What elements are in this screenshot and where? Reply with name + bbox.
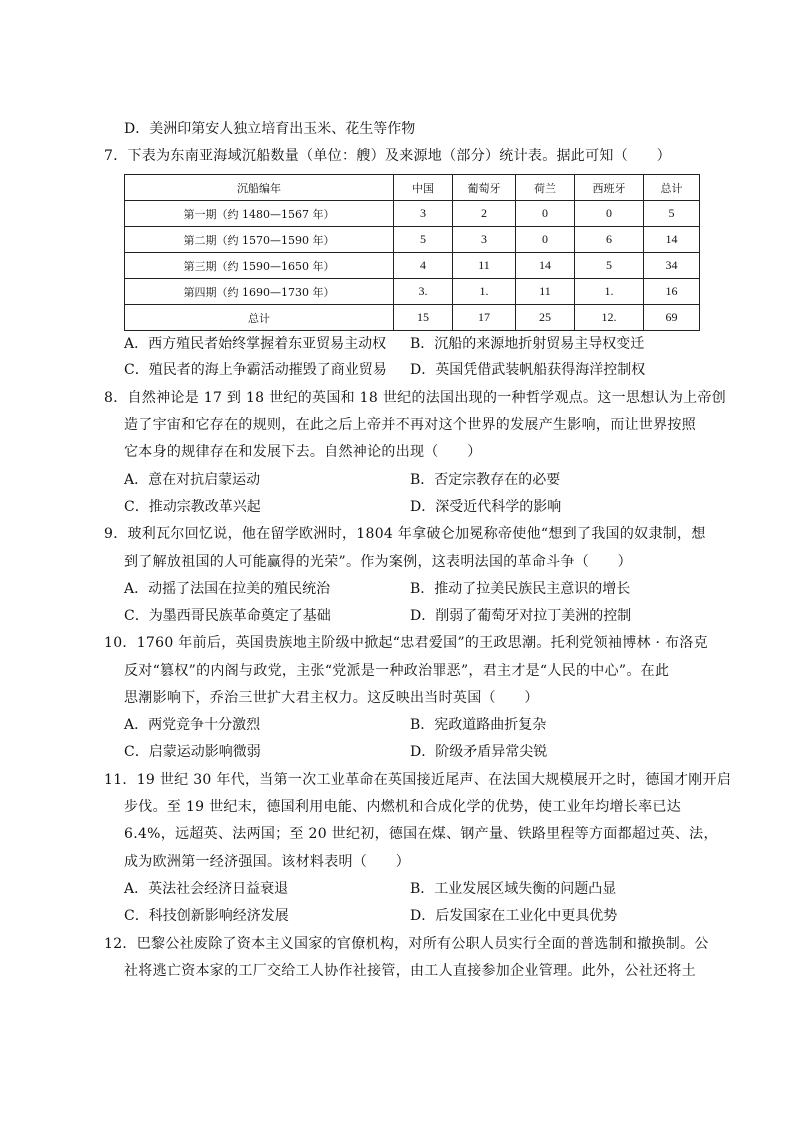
table-cell: 3. <box>394 279 453 305</box>
table-cell: 第四期（约 1690—1730 年） <box>125 279 394 305</box>
q12-stem-line-2: 社将逃亡资本家的工厂交给工人协作社接管，由工人直接参加企业管理。此外，公社还将土 <box>124 963 696 979</box>
table-cell: 25 <box>516 305 575 331</box>
q9-option-b: B．推动了拉美民族民主意识的增长 <box>410 581 631 597</box>
q12-stem-line-1: 12．巴黎公社废除了资本主义国家的官僚机构，对所有公职人员实行全面的普选制和撤换制。公 <box>104 936 709 952</box>
table-cell: 4 <box>394 253 453 279</box>
table-cell: 3 <box>453 227 516 253</box>
q7-option-b: B．沉船的来源地折射贸易主导权变迁 <box>410 336 645 352</box>
table-cell: 14 <box>516 253 575 279</box>
q9-option-d: D．削弱了葡萄牙对拉丁美洲的控制 <box>410 608 632 624</box>
table-cell: 12. <box>575 305 644 331</box>
table-cell: 11 <box>516 279 575 305</box>
q7-option-c: C．殖民者的海上争霸活动摧毁了商业贸易 <box>124 362 387 378</box>
table-cell: 69 <box>644 305 700 331</box>
q7-option-d: D．英国凭借武装帆船获得海洋控制权 <box>410 362 646 378</box>
table-cell: 3 <box>394 201 453 227</box>
table-cell: 16 <box>644 279 700 305</box>
q8-option-b: B．否定宗教存在的必要 <box>410 472 561 488</box>
table-cell: 1. <box>453 279 516 305</box>
table-header-cell: 西班牙 <box>575 175 644 201</box>
table-cell: 2 <box>453 201 516 227</box>
table-cell: 15 <box>394 305 453 331</box>
table-row <box>125 227 700 253</box>
table-cell: 34 <box>644 253 700 279</box>
q8-option-a: A．意在对抗启蒙运动 <box>124 472 261 488</box>
table-row <box>125 253 700 279</box>
table-header-cell: 荷兰 <box>516 175 575 201</box>
table-cell: 第三期（约 1590—1650 年） <box>125 253 394 279</box>
q10-stem-line-2: 反对“篡权”的内阁与政党，主张“党派是一种政治罪恶”，君主才是“人民的中心”。在此 <box>124 663 670 679</box>
q9-stem-line-1: 9．玻利瓦尔回忆说，他在留学欧洲时，1804 年拿破仑加冕称帝使他“想到了我国的奴隶制，想 <box>104 526 706 542</box>
table-cell: 0 <box>575 201 644 227</box>
table-header-cell: 中国 <box>394 175 453 201</box>
table-header-cell: 沉船编年 <box>125 175 394 201</box>
table-cell: 5 <box>575 253 644 279</box>
q11-option-c: C．科技创新影响经济发展 <box>124 908 289 924</box>
q9-option-a: A．动摇了法国在拉美的殖民统治 <box>124 581 331 597</box>
q7-stem: 7．下表为东南亚海域沉船数量（单位：艘）及来源地（部分）统计表。据此可知（ ） <box>104 148 671 164</box>
table-cell: 第一期（约 1480—1567 年） <box>125 201 394 227</box>
table-row <box>125 279 700 305</box>
q8-stem-line-1: 8．自然神论是 17 到 18 世纪的英国和 18 世纪的法国出现的一种哲学观点。这一思想认为上帝创 <box>104 390 727 406</box>
table-cell: 5 <box>644 201 700 227</box>
q10-option-a: A．两党竞争十分激烈 <box>124 717 261 733</box>
q11-option-b: B．工业发展区域失衡的问题凸显 <box>410 881 617 897</box>
table-cell: 17 <box>453 305 516 331</box>
q11-stem-line-2: 步伐。至 19 世纪末，德国利用电能、内燃机和合成化学的优势，使工业年均增长率已达 <box>124 799 682 815</box>
table-cell: 第二期（约 1570—1590 年） <box>125 227 394 253</box>
table-row <box>125 201 700 227</box>
table-header-cell: 葡萄牙 <box>453 175 516 201</box>
q10-option-d: D．阶级矛盾异常尖锐 <box>410 744 548 760</box>
q11-option-a: A．英法社会经济日益衰退 <box>124 881 289 897</box>
q10-option-b: B．宪政道路曲折复杂 <box>410 717 547 733</box>
q10-stem-line-3: 思潮影响下，乔治三世扩大君主权力。这反映出当时英国（ ） <box>124 690 539 706</box>
q10-stem-line-1: 10．1760 年前后，英国贵族地主阶级中掀起“忠君爱国”的王政思潮。托利党领袖博林 · 布洛克 <box>104 635 708 651</box>
q11-stem-line-4: 成为欧洲第一经济强国。该材料表明（ ） <box>124 854 410 870</box>
table-cell: 0 <box>516 201 575 227</box>
table-cell: 11 <box>453 253 516 279</box>
q8-option-c: C．推动宗教改革兴起 <box>124 499 261 515</box>
q11-stem-line-1: 11．19 世纪 30 年代，当第一次工业革命在英国接近尾声、在法国大规模展开之时，德国才刚开启 <box>104 772 732 788</box>
table-total-row <box>125 305 700 331</box>
table-header-cell: 总计 <box>644 175 700 201</box>
q6-option-d: D．美洲印第安人独立培育出玉米、花生等作物 <box>124 121 416 137</box>
q8-stem-line-3: 它本身的规律存在和发展下去。自然神论的出现（ ） <box>124 444 482 460</box>
q11-stem-line-3: 6.4%，远超英、法两国；至 20 世纪初，德国在煤、钢产量、铁路里程等方面都超过英、法， <box>124 826 718 842</box>
table-cell: 6 <box>575 227 644 253</box>
q8-stem-line-2: 造了宇宙和它存在的规则，在此之后上帝并不再对这个世界的发展产生影响，而让世界按照 <box>124 417 696 433</box>
shipwreck-table <box>124 174 700 331</box>
q9-stem-line-2: 到了解放祖国的人可能赢得的光荣”。作为案例，这表明法国的革命斗争（ ） <box>124 554 632 570</box>
q11-option-d: D．后发国家在工业化中更具优势 <box>410 908 618 924</box>
q9-option-c: C．为墨西哥民族革命奠定了基础 <box>124 608 331 624</box>
table-cell: 总计 <box>125 305 394 331</box>
table-cell: 5 <box>394 227 453 253</box>
table-header-row <box>125 175 700 201</box>
q8-option-d: D．深受近代科学的影响 <box>410 499 562 515</box>
q10-option-c: C．启蒙运动影响微弱 <box>124 744 261 760</box>
table-cell: 0 <box>516 227 575 253</box>
table-cell: 1. <box>575 279 644 305</box>
table-cell: 14 <box>644 227 700 253</box>
q7-option-a: A．西方殖民者始终掌握着东亚贸易主动权 <box>124 336 387 352</box>
